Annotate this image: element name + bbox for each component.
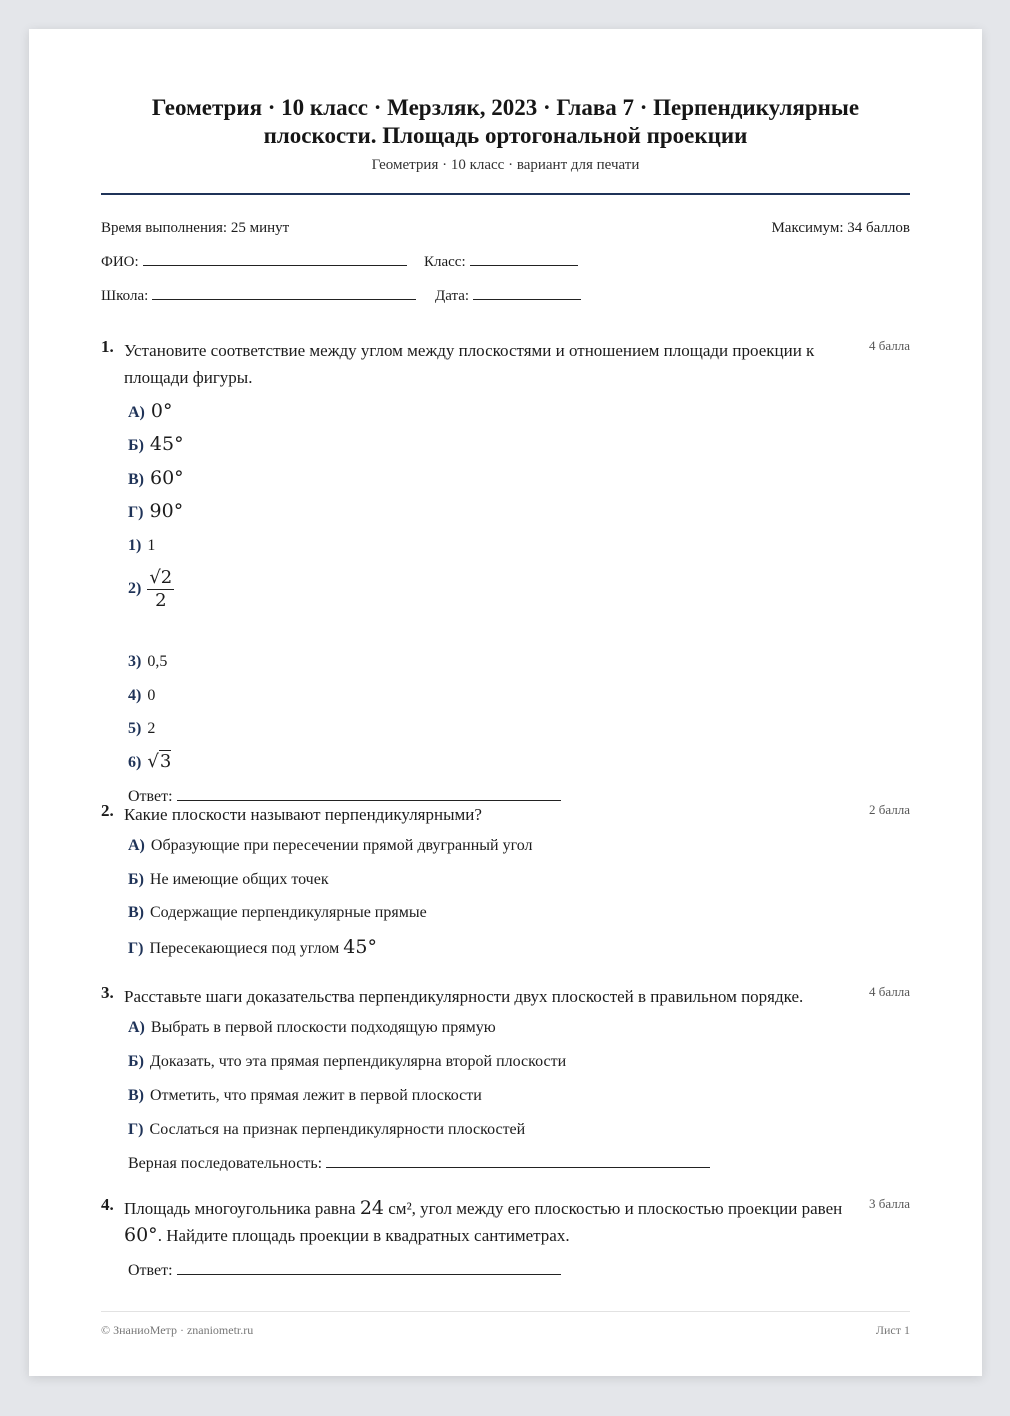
match-5: 5) 2 bbox=[128, 720, 156, 737]
footer-page-number: Лист 1 bbox=[875, 1323, 910, 1337]
school-field[interactable] bbox=[101, 287, 416, 305]
option-a: А) Выбрать в первой плоскости подходящую прямую bbox=[128, 1019, 496, 1036]
answer-field[interactable]: Ответ: bbox=[128, 1262, 561, 1280]
answer-field[interactable]: Ответ: bbox=[128, 788, 561, 806]
question-number: 2. bbox=[101, 801, 114, 820]
question-number: 4. bbox=[101, 1195, 114, 1214]
date-field[interactable] bbox=[435, 287, 581, 305]
question-text: Установите соответствие между углом между плоскостями и отношением площади проекции к площади фигуры. bbox=[124, 341, 815, 387]
class-label: Класс: bbox=[424, 254, 466, 270]
date-input-line[interactable] bbox=[473, 287, 581, 300]
option-c: В) Содержащие перпендикулярные прямые bbox=[128, 904, 427, 921]
answer-input-line[interactable] bbox=[177, 788, 561, 801]
fraction: $\frac{√2}{2}$ bbox=[149, 567, 173, 611]
footer-copyright: © ЗнаниоМетр · znaniometr.ru bbox=[101, 1323, 254, 1337]
question-points: 2 балла bbox=[869, 802, 910, 817]
question-number: 3. bbox=[101, 983, 114, 1002]
question-2 bbox=[101, 801, 910, 981]
question-4 bbox=[101, 1195, 910, 1305]
question-text: Расставьте шаги доказательства перпендикулярности двух плоскостей в правильном порядке. bbox=[124, 987, 804, 1006]
date-label: Дата: bbox=[435, 288, 470, 304]
option-b: Б) Доказать, что эта прямая перпендикулярна второй плоскости bbox=[128, 1053, 567, 1070]
sequence-input-line[interactable] bbox=[326, 1155, 710, 1168]
question-text: Какие плоскости называют перпендикулярными? bbox=[124, 805, 482, 824]
option-a: А) 0° bbox=[128, 400, 173, 422]
option-d: Г) Пересекающиеся под углом 45° bbox=[128, 936, 377, 958]
header-divider bbox=[101, 193, 910, 195]
fio-field[interactable] bbox=[101, 253, 407, 271]
page-subtitle: Геометрия · 10 класс · вариант для печати bbox=[371, 157, 640, 173]
option-a: А) Образующие при пересечении прямой двугранный угол bbox=[128, 837, 533, 854]
question-text: Площадь многоугольника равна 24 см², угол между его плоскостью и плоскостью проекции равен 60°. Найдите площадь проекции в квадратных сантиметрах. bbox=[124, 1197, 843, 1246]
school-label: Школа: bbox=[101, 288, 149, 304]
match-3: 3) 0,5 bbox=[128, 653, 168, 670]
option-b: Б) 45° bbox=[128, 433, 184, 455]
page-title: Геометрия · 10 класс · Мерзляк, 2023 · Глава 7 · Перпендикулярные плоскости. Площадь ортогональной проекции bbox=[151, 95, 860, 148]
option-d: Г) Сослаться на признак перпендикулярности плоскостей bbox=[128, 1121, 526, 1138]
worksheet-page bbox=[29, 29, 982, 1376]
option-c: В) Отметить, что прямая лежит в первой плоскости bbox=[128, 1087, 482, 1104]
question-points: 4 балла bbox=[869, 338, 910, 353]
option-d: Г) 90° bbox=[128, 500, 184, 522]
class-input-line[interactable] bbox=[470, 253, 578, 266]
fio-label: ФИО: bbox=[101, 254, 139, 270]
question-points: 4 балла bbox=[869, 984, 910, 999]
question-points: 3 балла bbox=[869, 1196, 910, 1211]
match-2: 2) $\frac{√2}{2}$ bbox=[128, 567, 173, 611]
max-score: Максимум: 34 баллов bbox=[771, 220, 910, 236]
question-1 bbox=[101, 337, 910, 805]
answer-input-line[interactable] bbox=[177, 1262, 561, 1275]
option-c: В) 60° bbox=[128, 467, 184, 489]
sequence-answer-field[interactable]: Верная последовательность: bbox=[128, 1155, 710, 1173]
footer-divider bbox=[101, 1311, 910, 1312]
option-b: Б) Не имеющие общих точек bbox=[128, 871, 329, 888]
class-field[interactable] bbox=[424, 253, 578, 271]
question-3 bbox=[101, 983, 910, 1173]
match-1: 1) 1 bbox=[128, 537, 156, 554]
fio-input-line[interactable] bbox=[143, 253, 407, 266]
match-4: 4) 0 bbox=[128, 687, 156, 704]
match-6: 6) √3 bbox=[128, 751, 172, 772]
time-limit: Время выполнения: 25 минут bbox=[101, 220, 290, 236]
question-number: 1. bbox=[101, 337, 114, 356]
square-root: √3 bbox=[147, 751, 172, 772]
school-input-line[interactable] bbox=[152, 287, 416, 300]
